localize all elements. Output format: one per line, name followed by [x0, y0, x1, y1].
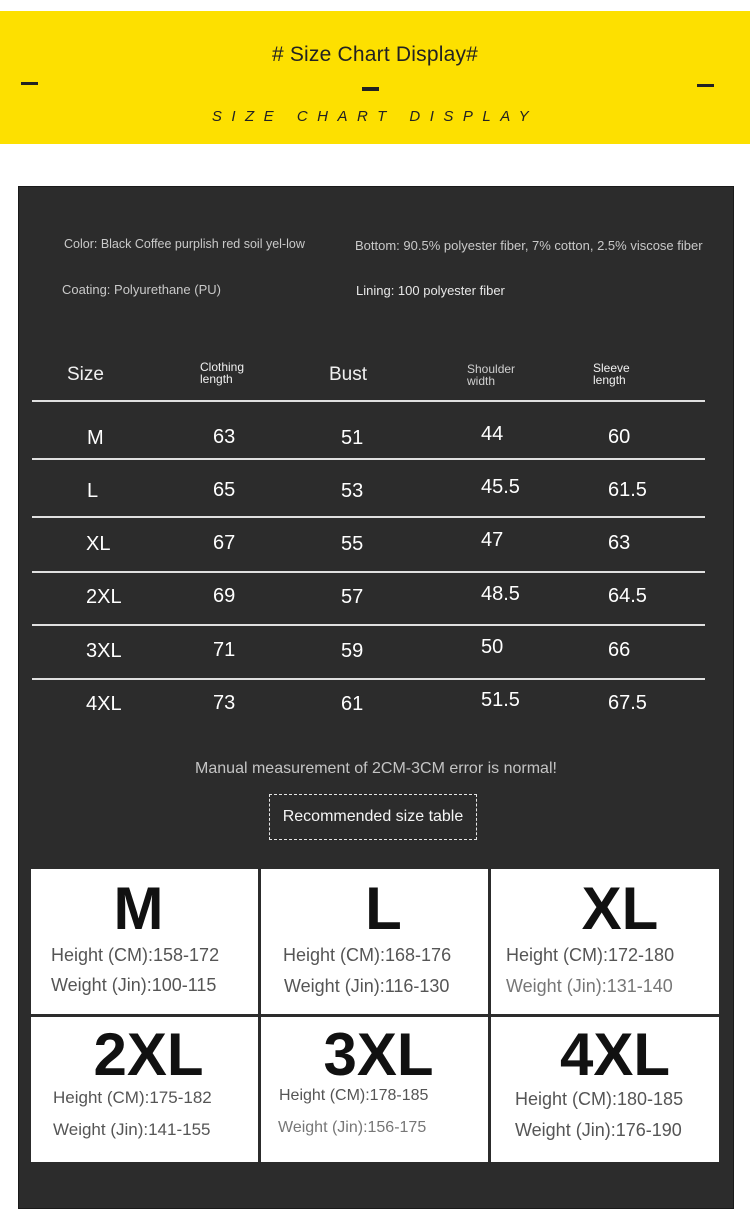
recommendation-grid	[31, 869, 719, 1162]
info-lining: Lining: 100 polyester fiber	[356, 283, 505, 298]
cell-size: 4XL	[86, 693, 122, 715]
recommend-card-xl	[491, 869, 719, 1014]
recommend-height: Height (CM):180-185	[515, 1089, 684, 1109]
recommend-height: Height (CM):178-185	[279, 1087, 429, 1104]
info-coating: Coating: Polyurethane (PU)	[62, 282, 221, 297]
cell-clothing-length: 65	[213, 479, 236, 501]
recommend-weight: Weight (Jin):176-190	[515, 1120, 682, 1140]
cell-shoulder-width: 51.5	[481, 689, 520, 711]
cell-clothing-length: 73	[213, 692, 236, 714]
cell-size: XL	[86, 533, 111, 555]
cell-clothing-length: 67	[213, 532, 236, 554]
recommend-weight: Weight (Jin):131-140	[506, 976, 673, 996]
recommend-size: L	[365, 875, 402, 942]
recommend-card-m	[31, 869, 258, 1014]
header-clothing-length: Clothing length	[200, 360, 245, 386]
cell-clothing-length: 69	[213, 585, 236, 607]
recommend-size: 3XL	[323, 1021, 434, 1088]
recommended-size-table-button[interactable]: Recommended size table	[269, 794, 477, 840]
header-banner	[0, 11, 750, 144]
cell-size: M	[87, 427, 104, 449]
info-color: Color: Black Coffee purplish red soil yel-low	[64, 237, 305, 251]
dash-center-icon	[362, 87, 379, 91]
cell-shoulder-width: 47	[481, 529, 504, 551]
table-divider	[32, 400, 705, 402]
recommend-weight: Weight (Jin):141-155	[53, 1120, 211, 1139]
cell-size: 3XL	[86, 640, 122, 662]
recommend-card-3xl	[261, 1017, 488, 1162]
recommend-weight: Weight (Jin):100-115	[51, 975, 217, 995]
cell-bust: 55	[341, 533, 364, 555]
page-title: # Size Chart Display#	[271, 43, 479, 66]
recommend-card-4xl	[491, 1017, 719, 1162]
recommend-height: Height (CM):168-176	[283, 945, 452, 965]
recommend-weight: Weight (Jin):156-175	[278, 1119, 427, 1136]
cell-size: 2XL	[86, 586, 122, 608]
cell-shoulder-width: 48.5	[481, 583, 520, 605]
table-divider	[32, 458, 705, 460]
recommend-size: M	[113, 875, 164, 942]
cell-sleeve-length: 63	[608, 532, 631, 554]
header-bust: Bust	[329, 364, 368, 385]
dash-left-icon	[21, 82, 38, 85]
header-shoulder-width: Shoulder width	[467, 362, 516, 388]
cell-clothing-length: 63	[213, 426, 236, 448]
table-divider	[32, 678, 705, 680]
table-divider	[32, 624, 705, 626]
dash-right-icon	[697, 84, 714, 87]
recommend-height: Height (CM):158-172	[51, 945, 220, 965]
page-subtitle: SIZE CHART DISPLAY	[211, 108, 539, 125]
cell-bust: 53	[341, 480, 364, 502]
header-sleeve-length: Sleeve length	[593, 361, 630, 387]
cell-clothing-length: 71	[213, 639, 236, 661]
recommend-size: 4XL	[559, 1021, 671, 1088]
cell-bust: 59	[341, 640, 364, 662]
cell-sleeve-length: 61.5	[608, 479, 647, 501]
cell-bust: 57	[341, 586, 364, 608]
header-size: Size	[67, 364, 104, 385]
cell-shoulder-width: 45.5	[481, 476, 520, 498]
recommend-weight: Weight (Jin):116-130	[284, 976, 450, 996]
info-bottom: Bottom: 90.5% polyester fiber, 7% cotton, 2.5% viscose fiber	[355, 238, 703, 253]
cell-sleeve-length: 66	[608, 639, 631, 661]
recommend-size: 2XL	[93, 1021, 204, 1088]
table-divider	[32, 516, 705, 518]
cell-sleeve-length: 64.5	[608, 585, 647, 607]
cell-bust: 51	[341, 427, 364, 449]
size-chart-panel	[18, 186, 734, 1209]
cell-sleeve-length: 67.5	[608, 692, 647, 714]
recommend-card-2xl	[31, 1017, 258, 1162]
recommend-size: XL	[581, 875, 659, 942]
table-divider	[32, 571, 705, 573]
cell-shoulder-width: 50	[481, 636, 504, 658]
recommend-height: Height (CM):175-182	[53, 1088, 212, 1107]
cell-size: L	[87, 480, 99, 502]
cell-shoulder-width: 44	[481, 423, 504, 445]
recommend-card-l	[261, 869, 488, 1014]
recommend-height: Height (CM):172-180	[506, 945, 675, 965]
cell-sleeve-length: 60	[608, 426, 631, 448]
measurement-note: Manual measurement of 2CM-3CM error is normal!	[195, 760, 557, 777]
cell-bust: 61	[341, 693, 364, 715]
